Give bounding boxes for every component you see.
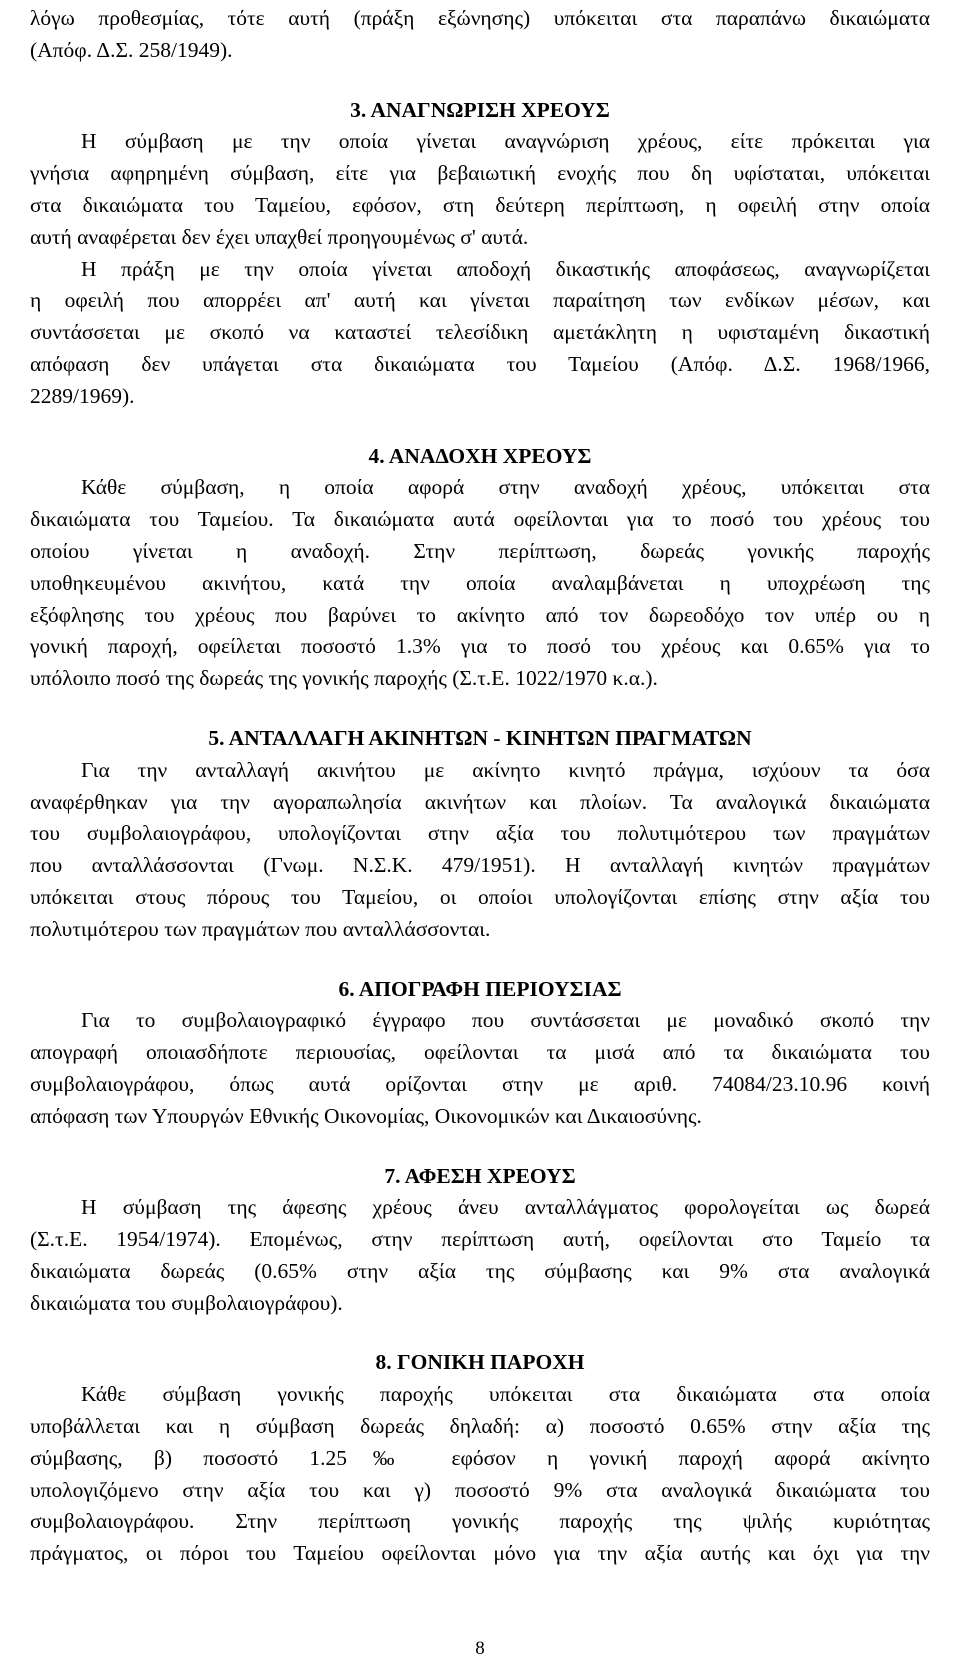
text-line: απόφαση δεν υπάγεται στα δικαιώματα του Ταμείου (Απόφ. Δ.Σ. 1968/1966,: [30, 351, 930, 376]
text-line: του συμβολαιογράφου, υπολογίζονται στην αξία του πολυτιμότερου των πραγμάτων: [30, 821, 930, 846]
text-line: γνήσια αφηρημένη σύμβαση, είτε για βεβαιωτική ενοχής που δη υφίσταται, υπόκειται: [30, 161, 930, 186]
section-goniki-paroxi: [30, 1347, 930, 1570]
text-line: λόγω προθεσμίας, τότε αυτή (πράξη εξώνησης) υπόκειται στα παραπάνω δικαιώματα: [30, 6, 930, 30]
text-line: Για το συμβολαιογραφικό έγγραφο που συντάσσεται με μοναδικό σκοπό την: [81, 1008, 930, 1033]
section-heading: 7. ΑΦΕΣΗ ΧΡΕΟΥΣ: [384, 1163, 576, 1188]
text-line: δικαιώματα του Ταμείου. Τα δικαιώματα αυτά οφείλονται για το ποσό του χρέους του: [30, 507, 930, 532]
section-heading: 3. ΑΝΑΓΝΩΡΙΣΗ ΧΡΕΟΥΣ: [350, 97, 610, 122]
text-line: Κάθε σύμβαση, η οποία αφορά στην αναδοχή χρέους, υπόκειται στα: [81, 475, 930, 500]
section-heading: 4. ΑΝΑΔΟΧΗ ΧΡΕΟΥΣ: [368, 443, 592, 468]
text-line: Η πράξη με την οποία γίνεται αποδοχή δικαστικής αποφάσεως, αναγνωρίζεται: [81, 256, 930, 281]
text-line: συμβολαιογράφου, όπως αυτά ορίζονται στην με αριθ. 74084/23.10.96 κοινή: [30, 1071, 930, 1096]
section-antallagi: [30, 723, 930, 946]
text-line: υποβάλλεται και η σύμβαση δωρεάς δηλαδή: α) ποσοστό 0.65% στην αξία της: [30, 1414, 930, 1439]
text-line: υποθηκευμένου ακινήτου, κατά την οποία αναλαμβάνεται η υποχρέωση της: [30, 570, 930, 595]
text-line: (Απόφ. Δ.Σ. 258/1949).: [30, 37, 233, 62]
text-line: στα δικαιώματα του Ταμείου, εφόσον, στη δεύτερη περίπτωση, η οφειλή στην οποία: [30, 192, 930, 217]
text-line: 2289/1969).: [30, 383, 135, 408]
text-line: γονική παροχή, οφείλεται ποσοστό 1.3% για το ποσό του χρέους και 0.65% για το: [30, 634, 930, 659]
text-line: Η σύμβαση της άφεσης χρέους άνευ ανταλλάγματος φορολογείται ως δωρεά: [81, 1195, 930, 1220]
intro-paragraph: [30, 0, 930, 67]
text-line: υπολογιζόμενο στην αξία του και γ) ποσοστό 9% στα αναλογικά δικαιώματα του: [30, 1477, 930, 1502]
section-anagnorisi-xreous: [30, 95, 930, 413]
text-line: απογραφή οποιασδήποτε περιουσίας, οφείλονται τα μισά από τα δικαιώματα του: [30, 1040, 930, 1065]
text-line: Η σύμβαση με την οποία γίνεται αναγνώριση χρέους, είτε πρόκειται για: [81, 129, 930, 154]
text-line: συντάσσεται με σκοπό να καταστεί τελεσίδικη αμετάκλητη η υφισταμένη δικαστική: [30, 320, 930, 345]
text-line: πολυτιμότερου των πραγμάτων που ανταλλάσσονται.: [30, 916, 491, 941]
text-line: αυτή αναφέρεται δεν έχει υπαχθεί προηγουμένως σ' αυτά.: [30, 224, 529, 249]
text-line: απόφαση των Υπουργών Εθνικής Οικονομίας, Οικονομικών και Δικαιοσύνης.: [30, 1103, 702, 1128]
text-line: σύμβασης, β) ποσοστό 1.25‰ εφόσον η γονική παροχή αφορά ακίνητο: [30, 1445, 930, 1470]
text-line: οποίου γίνεται η αναδοχή. Στην περίπτωση, δωρεάς γονικής παροχής: [30, 538, 930, 563]
text-line: αναφέρθηκαν για την αγοραπωλησία ακινήτων και πλοίων. Τα αναλογικά δικαιώματα: [30, 789, 930, 814]
text-line: δικαιώματα του συμβολαιογράφου).: [30, 1290, 343, 1315]
section-heading: 6. ΑΠΟΓΡΑΦΗ ΠΕΡΙΟΥΣΙΑΣ: [338, 976, 622, 1001]
text-line: υπόλοιπο ποσό της δωρεάς της γονικής παροχής (Σ.τ.Ε. 1022/1970 κ.α.).: [30, 666, 658, 691]
text-line: υπόκειται στους πόρους του Ταμείου, οι οποίοι υπολογίζονται επίσης στην αξία του: [30, 884, 930, 909]
section-apografi-periousias: [30, 974, 930, 1133]
text-line: Κάθε σύμβαση γονικής παροχής υπόκειται στα δικαιώματα στα οποία: [81, 1382, 930, 1407]
section-heading: 5. ΑΝΤΑΛΛΑΓΗ ΑΚΙΝΗΤΩΝ - ΚΙΝΗΤΩΝ ΠΡΑΓΜΑΤΩΝ: [208, 725, 752, 750]
document-page: [30, 0, 930, 1665]
section-afesi-xreous: [30, 1161, 930, 1320]
text-line: συμβολαιογράφου. Στην περίπτωση γονικής παροχής της ψιλής κυριότητας: [30, 1509, 930, 1534]
text-line: εξόφλησης του χρέους που βαρύνει το ακίνητο από τον δωρεοδόχο τον υπέρ ου η: [30, 602, 930, 627]
section-anadoxi-xreous: [30, 441, 930, 695]
section-heading: 8. ΓΟΝΙΚΗ ΠΑΡΟΧΗ: [375, 1350, 585, 1375]
page-number: 8: [475, 1638, 485, 1659]
text-line: δικαιώματα δωρεάς (0.65% στην αξία της σύμβασης και 9% στα αναλογικά: [30, 1258, 930, 1283]
text-line: Για την ανταλλαγή ακινήτου με ακίνητο κινητό πράγμα, ισχύουν τα όσα: [81, 757, 930, 782]
text-line: που ανταλλάσσονται (Γνωμ. Ν.Σ.Κ. 479/1951). Η ανταλλαγή κινητών πραγμάτων: [30, 853, 930, 878]
text-line: η οφειλή που απορρέει απ' αυτή και γίνεται παραίτηση των ενδίκων μέσων, και: [30, 288, 930, 313]
text-line: (Σ.τ.Ε. 1954/1974). Επομένως, στην περίπτωση αυτή, οφείλονται στο Ταμείο τα: [30, 1227, 930, 1252]
text-line: πράγματος, οι πόροι του Ταμείου οφείλονται μόνο για την αξία αυτής και όχι για την: [30, 1541, 930, 1566]
